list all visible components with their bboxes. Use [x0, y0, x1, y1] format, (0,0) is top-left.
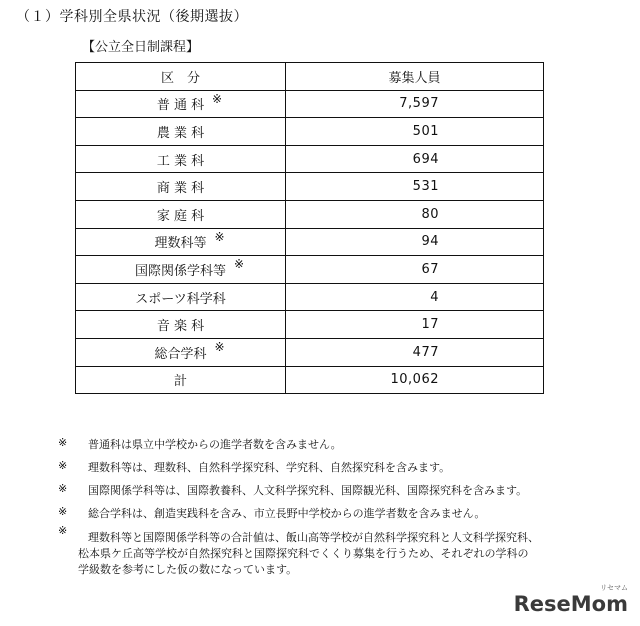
row-category	[76, 228, 286, 256]
row-capacity: 531	[286, 173, 544, 201]
resemom-logo	[513, 584, 628, 616]
category-label: 家 庭 科	[156, 208, 205, 224]
row-capacity: 501	[286, 118, 544, 146]
row-category	[76, 200, 286, 228]
category-label: 工 業 科	[156, 153, 205, 169]
category-label: 農 業 科	[156, 125, 205, 141]
table-subheading: 【公立全日制課程】	[82, 40, 200, 55]
row-capacity: 7,597	[286, 90, 544, 118]
category-label: 理数科等	[154, 236, 207, 252]
footnote-mark: ※	[58, 505, 68, 518]
row-capacity: 67	[286, 256, 544, 284]
logo-kana: リセマム	[600, 584, 628, 592]
row-category	[76, 366, 286, 394]
row-category	[76, 283, 286, 311]
footnote-text: 国際関係学科等は、国際教養科、人文科学探究科、国際観光科、国際探究科を含みます。	[88, 484, 528, 497]
row-category	[76, 90, 286, 118]
row-capacity: 4	[286, 283, 544, 311]
table-row	[76, 338, 544, 366]
category-label: 国際関係学科等	[134, 263, 226, 279]
table-row	[76, 283, 544, 311]
footnote-line: 松本県ケ丘高等学校が自然探究科と国際探究科でくくり募集を行うため、それぞれの学科の	[78, 547, 529, 560]
footnote-text: 理数科等は、理数科、自然科学探究科、学究科、自然探究科を含みます。	[88, 461, 451, 474]
row-category	[76, 145, 286, 173]
table-row	[76, 228, 544, 256]
table-row	[76, 118, 544, 146]
footnote-text: 総合学科は、創造実践科を含み、市立長野中学校からの進学者数を含みません。	[88, 507, 486, 520]
note-mark: ※	[214, 339, 225, 354]
header-capacity: 募集人員	[286, 63, 544, 91]
row-capacity: 694	[286, 145, 544, 173]
footnote-line: 学級数を参考にした仮の数になっています。	[78, 563, 298, 576]
row-capacity: 80	[286, 200, 544, 228]
category-label: 商 業 科	[156, 181, 205, 197]
note-mark: ※	[212, 91, 223, 106]
row-capacity: 94	[286, 228, 544, 256]
enrollment-table	[75, 62, 544, 394]
footnote-line: 理数科等と国際関係学科等の合計値は、飯山高等学校が自然科学探究科と人文科学探究科、	[88, 531, 539, 544]
row-category	[76, 311, 286, 339]
footnote-text-block	[78, 530, 539, 578]
table-row	[76, 145, 544, 173]
footnote-text: 普通科は県立中学校からの進学者数を含みません。	[88, 438, 342, 451]
row-capacity: 17	[286, 311, 544, 339]
header-category: 区 分	[76, 63, 286, 91]
page-heading: （１）学科別全県状況（後期選抜）	[16, 9, 248, 25]
table-row	[76, 90, 544, 118]
table-row	[76, 366, 544, 394]
table-row	[76, 311, 544, 339]
table-row	[76, 200, 544, 228]
table-header-row	[76, 63, 544, 91]
table-row	[76, 173, 544, 201]
row-category	[76, 256, 286, 284]
row-capacity: 477	[286, 338, 544, 366]
footnote-mark: ※	[58, 524, 68, 537]
footnote-mark: ※	[58, 482, 68, 495]
category-label: スポーツ科学科	[135, 291, 226, 307]
row-category	[76, 338, 286, 366]
row-category	[76, 118, 286, 146]
logo-text: ReseMom	[513, 592, 628, 616]
footnote-mark: ※	[58, 459, 68, 472]
category-label: 音 楽 科	[156, 319, 205, 335]
row-category	[76, 173, 286, 201]
table-row	[76, 256, 544, 284]
category-label: 普 通 科	[156, 98, 205, 114]
row-capacity: 10,062	[286, 366, 544, 394]
category-label: 計	[173, 374, 187, 390]
category-label: 総合学科	[154, 346, 207, 362]
note-mark: ※	[234, 257, 245, 272]
footnote-mark: ※	[58, 436, 68, 449]
note-mark: ※	[214, 229, 225, 244]
